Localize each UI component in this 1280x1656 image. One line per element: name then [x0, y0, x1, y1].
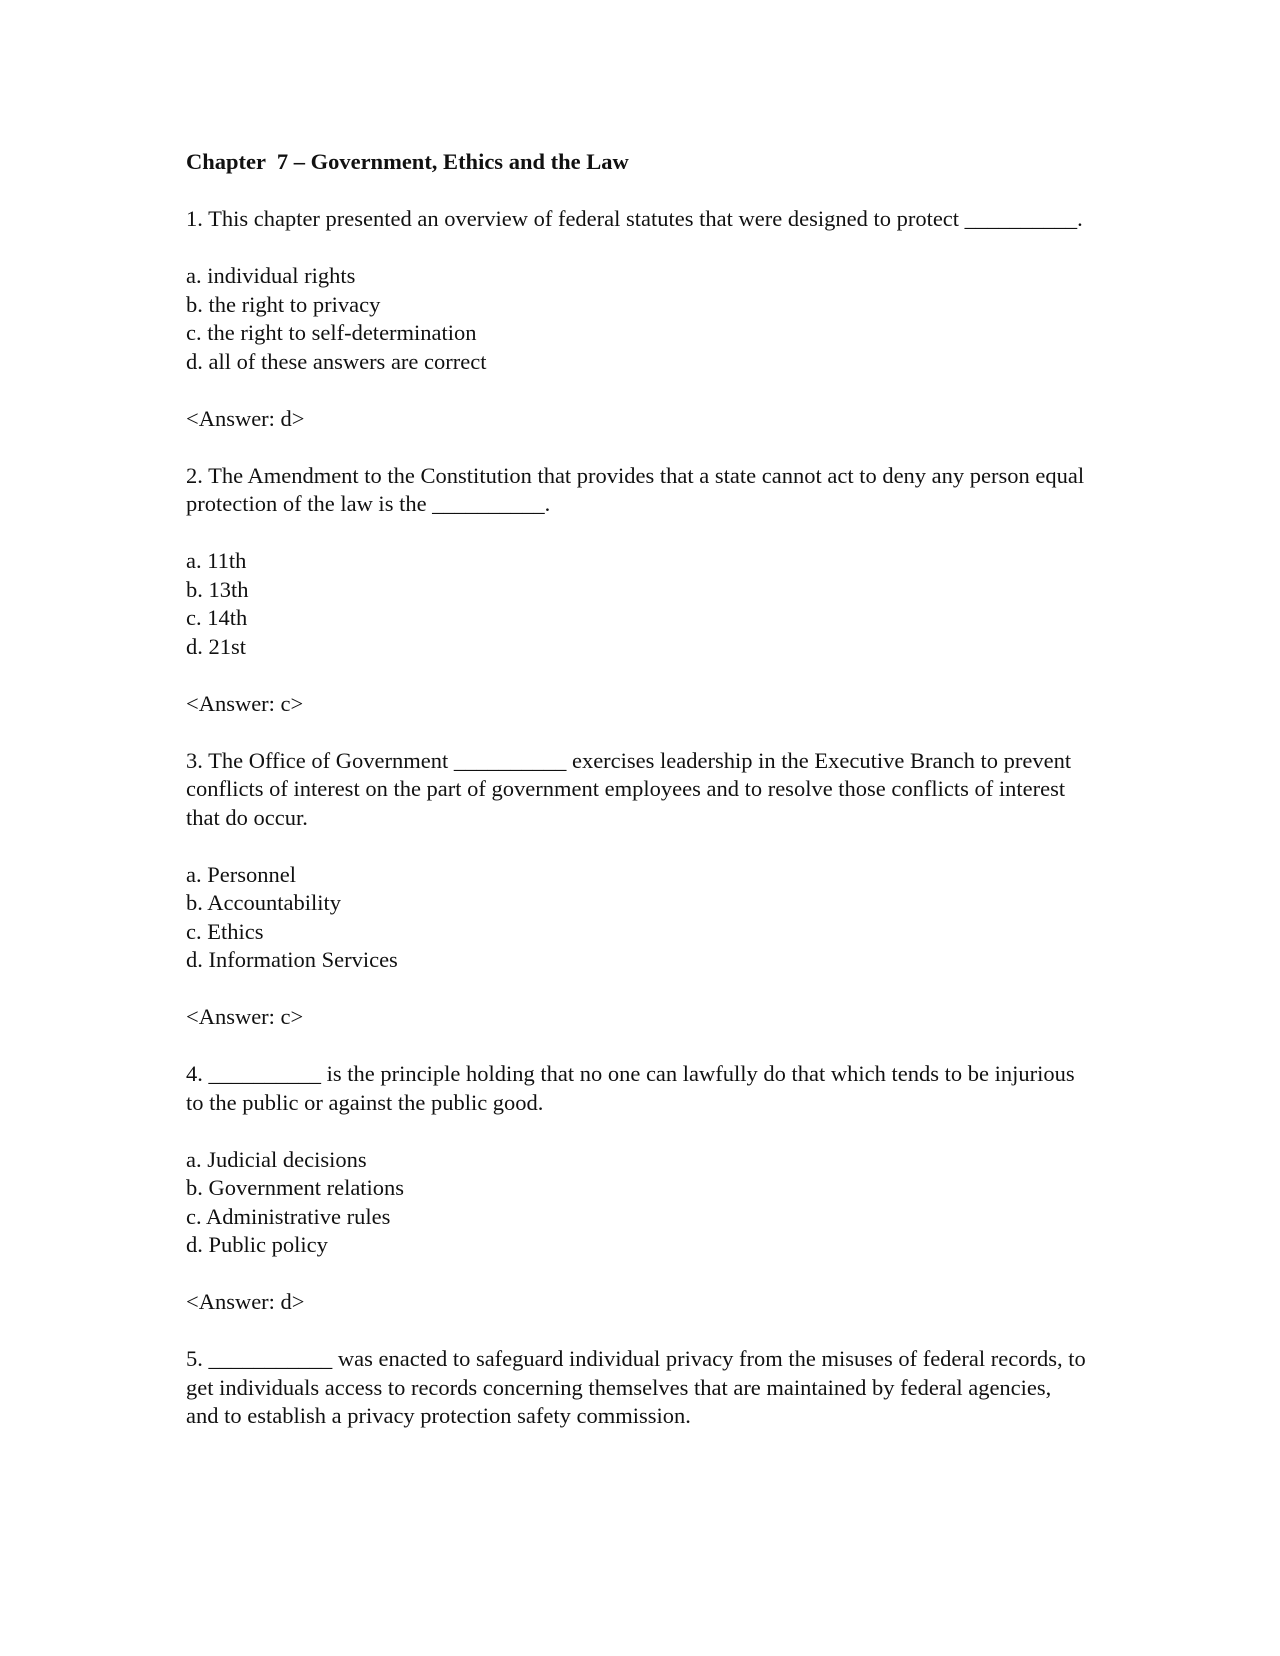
- options-list: [186, 547, 1086, 661]
- page-title: Chapter 7 – Government, Ethics and the Law: [186, 149, 629, 174]
- answer-key: <Answer: c>: [186, 1004, 304, 1029]
- option-d: d. Public policy: [186, 1232, 328, 1257]
- option-d: d. Information Services: [186, 947, 398, 972]
- option-c: c. the right to self-determination: [186, 320, 477, 345]
- question-block-4: [186, 1060, 1086, 1317]
- option-a: a. Judicial decisions: [186, 1146, 367, 1172]
- question-text: 5. ___________ was enacted to safeguard individual privacy from the misuses of federal records, to get individuals access to records concerning themselves that are maintained by federal agencies, and to establish a privacy protection safety commission.: [186, 1346, 1086, 1428]
- question-text: 4. __________ is the principle holding that no one can lawfully do that which tends to be injurious to the public or against the public good.: [186, 1061, 1075, 1115]
- options-list: [186, 861, 1086, 975]
- question-text: 3. The Office of Government __________ exercises leadership in the Executive Branch to prevent conflicts of interest on the part of government employees and to resolve those conflicts of interest that do occur.: [186, 747, 1072, 830]
- answer-key: <Answer: d>: [186, 405, 305, 431]
- question-block-2: [186, 462, 1086, 719]
- question-block-3: [186, 747, 1086, 1032]
- options-list: [186, 262, 1086, 376]
- option-c: c. 14th: [186, 605, 248, 630]
- option-a: a. 11th: [186, 548, 247, 573]
- answer-key: <Answer: c>: [186, 690, 304, 716]
- question-block-5: [186, 1345, 1086, 1431]
- question-text: 1. This chapter presented an overview of federal statutes that were designed to protect __________.: [186, 206, 1083, 231]
- document-page: [186, 148, 1086, 1431]
- option-c: c. Ethics: [186, 918, 264, 944]
- answer-key: <Answer: d>: [186, 1289, 305, 1314]
- option-b: b. Accountability: [186, 890, 341, 915]
- option-a: a. Personnel: [186, 861, 296, 887]
- options-list: [186, 1146, 1086, 1260]
- question-text: 2. The Amendment to the Constitution that provides that a state cannot act to deny any person equal protection of the law is the __________.: [186, 462, 1085, 516]
- option-b: b. the right to privacy: [186, 291, 381, 317]
- option-c: c. Administrative rules: [186, 1203, 391, 1229]
- option-a: a. individual rights: [186, 263, 356, 288]
- option-d: d. 21st: [186, 633, 247, 659]
- option-b: b. 13th: [186, 576, 249, 602]
- question-block-1: [186, 205, 1086, 433]
- option-d: d. all of these answers are correct: [186, 348, 487, 374]
- option-b: b. Government relations: [186, 1175, 405, 1200]
